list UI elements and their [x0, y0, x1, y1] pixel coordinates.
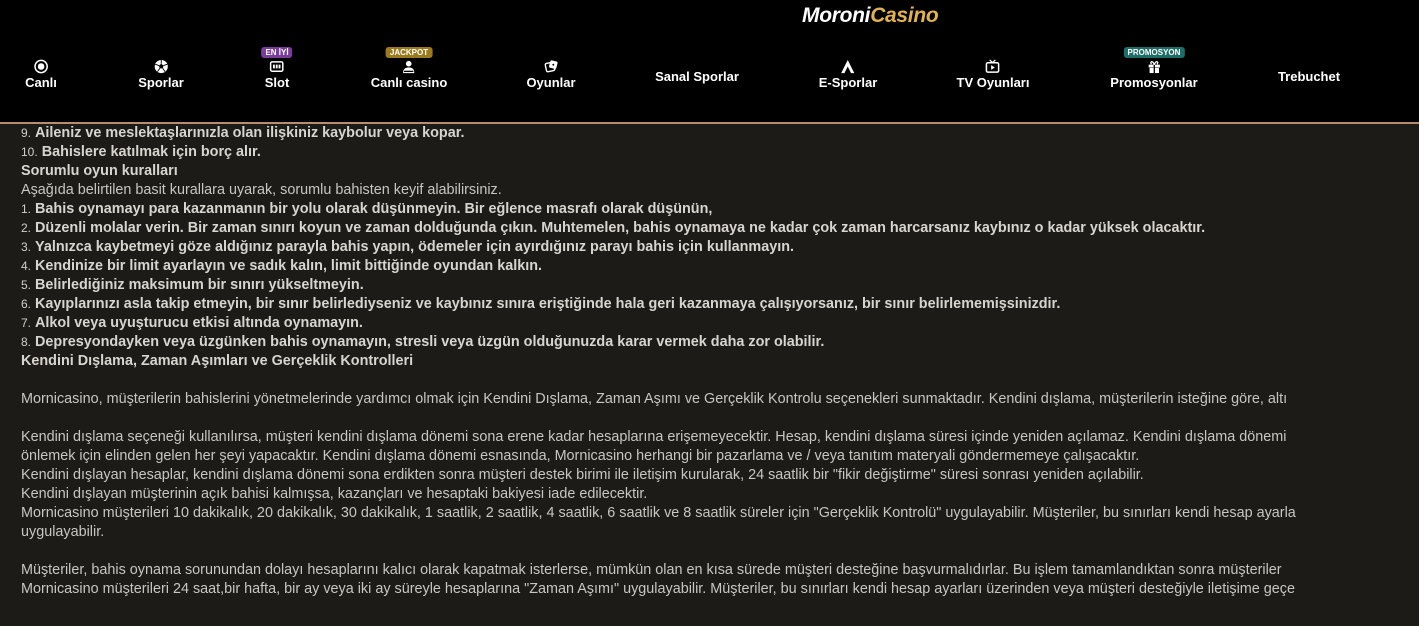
- paragraph-line: Kendini dışlayan müşterinin açık bahisi kalmışsa, kazançları ve hesaptaki bakiyesi iade edilecektir.: [21, 486, 648, 502]
- list-number: 8.: [21, 335, 32, 349]
- slot-machine-icon: [269, 59, 285, 74]
- list-text: Depresyondayken veya üzgünken bahis oynamayın, stresli veya üzgün olduğunuzda karar vermek daha zor olabilir.: [35, 334, 825, 350]
- nav-item-tv-oyunlari[interactable]: [957, 44, 1030, 104]
- list-number: 3.: [21, 240, 32, 254]
- tv-icon: [985, 59, 1001, 74]
- list-item: [21, 333, 1419, 352]
- list-text: Yalnızca kaybetmeyi göze aldığınız parayla bahis yapın, ödemeler için ayırdığınız parayı bahis için kullanmayın.: [35, 239, 794, 255]
- top-header: [0, 0, 1419, 124]
- list-text: Kendinize bir limit ayarlayın ve sadık kalın, limit bittiğinde oyundan kalkın.: [35, 258, 543, 274]
- nav-item-slot[interactable]: [265, 44, 290, 104]
- list-item: [21, 200, 1419, 219]
- paragraph-line: uygulayabilir.: [21, 524, 105, 540]
- soccer-ball-icon: [153, 59, 169, 74]
- paragraph-line: Kendini dışlayan hesaplar, kendini dışlama dönemi sona erdikten sonra müşteri destek birimi ile iletişim kurularak, 24 saatlik bir "fikir değiştirme" süresi sonrası yeniden açılabilir.: [21, 467, 1144, 483]
- nav-label: Promosyonlar: [1110, 75, 1198, 90]
- list-text: Bahislere katılmak için borç alır.: [41, 144, 261, 160]
- list-item: [21, 219, 1419, 238]
- list-item: [21, 314, 1419, 333]
- list-item: [21, 124, 1419, 143]
- main-nav: [0, 44, 1419, 114]
- list-item: [21, 295, 1419, 314]
- nav-label: E-Sporlar: [818, 75, 878, 90]
- list-text: Alkol veya uyuşturucu etkisi altında oynamayın.: [35, 315, 363, 331]
- list-text: Aileniz ve meslektaşlarınızla olan ilişkiniz kaybolur veya kopar.: [35, 125, 465, 141]
- dice-icon: [543, 59, 559, 74]
- gift-icon: [1146, 59, 1162, 74]
- nav-label: Sanal Sporlar: [655, 69, 739, 84]
- heading-responsible-rules: Sorumlu oyun kuralları: [21, 163, 178, 179]
- nav-item-promosyonlar[interactable]: [1110, 44, 1197, 104]
- spacer: [21, 409, 1419, 428]
- list-number: 2.: [21, 221, 32, 235]
- logo-text-moroni: Moroni: [802, 4, 871, 27]
- nav-item-oyunlar[interactable]: [526, 44, 575, 104]
- nav-item-trebuchet[interactable]: [1278, 44, 1340, 104]
- logo-text-casino: Casino: [870, 4, 939, 27]
- list-item: [21, 257, 1419, 276]
- nav-label: Sporlar: [138, 75, 184, 90]
- nav-label: Trebuchet: [1277, 69, 1341, 84]
- nav-item-sporlar[interactable]: [138, 44, 184, 104]
- paragraph-line: Mornicasino, müşterilerin bahislerini yönetmelerinde yardımcı olmak için Kendini Dışlama, Zaman Aşımı ve Gerçeklik Kontrolu seçenekleri sunmaktadır. Kendini dışlama, müşterilerin isteğine göre, altı: [21, 391, 1288, 407]
- dealer-icon: [401, 59, 417, 74]
- paragraph-line: Kendini dışlama seçeneği kullanılırsa, müşteri kendini dışlama dönemi sona erene kadar hesaplarına erişemeyecektir. Hesap, kendini dışlama süresi içinde yeniden açılamaz. Kendini dışlama dönemi: [21, 429, 1287, 445]
- nav-item-e-sporlar[interactable]: [819, 44, 878, 104]
- paragraph-line: Mornicasino müşterileri 10 dakikalık, 20 dakikalık, 30 dakikalık, 1 saatlik, 2 saatlik, 4 saatlik, 6 saatlik ve 8 saatlik süreler için "Gerçeklik Kontrolü" uygulayabilir. Müşteriler, bu sınırları kendi hesap ayarla: [21, 505, 1296, 521]
- responsible-gaming-content: [21, 124, 1419, 599]
- nav-item-canli[interactable]: [25, 44, 57, 104]
- list-number: 7.: [21, 316, 32, 330]
- list-number: 10.: [21, 145, 38, 159]
- rules-intro: Aşağıda belirtilen basit kurallara uyarak, sorumlu bahisten keyif alabilirsiniz.: [21, 182, 502, 198]
- esports-icon: [840, 59, 856, 74]
- badge-jackpot: JACKPOT: [386, 47, 432, 58]
- spacer: [21, 542, 1419, 561]
- nav-label: Canlı casino: [370, 75, 448, 90]
- heading-self-exclusion: Kendini Dışlama, Zaman Aşımları ve Gerçeklik Kontrolleri: [21, 353, 414, 369]
- nav-label: Oyunlar: [526, 75, 576, 90]
- list-item: [21, 143, 1419, 162]
- nav-item-canli-casino[interactable]: [371, 44, 448, 104]
- list-text: Bahis oynamayı para kazanmanın bir yolu olarak düşünmeyin. Bir eğlence masrafı olarak düşünün,: [35, 201, 713, 217]
- nav-label: Slot: [264, 75, 290, 90]
- list-number: 4.: [21, 259, 32, 273]
- paragraph-line: Mornicasino müşterileri 24 saat,bir hafta, bir ay veya iki ay süreyle hesaplarına "Zaman Aşımı" uygulayabilir. Müşteriler, bu sınırları kendi hesap ayarları üzerinden veya müşteri desteğiyle iletişime geçe: [21, 581, 1295, 597]
- nav-label: TV Oyunları: [956, 75, 1030, 90]
- badge-best: EN İYİ: [261, 47, 292, 58]
- live-record-icon: [33, 59, 49, 74]
- nav-label: Canlı: [25, 75, 57, 90]
- paragraph-line: Müşteriler, bahis oynama sorunundan dolayı hesaplarını kalıcı olarak kapatmak isterlerse, mümkün olan en kısa sürede müşteri desteğine başvurmalıdırlar. Bu işlem tamamlandıktan sonra müşteriler: [21, 562, 1282, 578]
- spacer: [21, 371, 1419, 390]
- list-number: 6.: [21, 297, 32, 311]
- list-text: Belirlediğiniz maksimum bir sınırı yükseltmeyin.: [35, 277, 364, 293]
- list-item: [21, 276, 1419, 295]
- paragraph-line: önlemek için elinden gelen her şeyi yapacaktır. Kendini dışlama dönemi esnasında, Mornicasino herhangi bir pazarlama ve / veya tanıtım materyali göndermemeye çalışacaktır.: [21, 448, 1140, 464]
- badge-promotion: PROMOSYON: [1124, 47, 1185, 58]
- list-text: Düzenli molalar verin. Bir zaman sınırı koyun ve zaman dolduğunda çıkın. Muhtemelen, bahis oynamaya ne kadar çok zaman harcarsanız kaybınız o kadar yüksek olacaktır.: [35, 220, 1206, 236]
- list-number: 5.: [21, 278, 32, 292]
- list-text: Kayıplarınızı asla takip etmeyin, bir sınır belirlediyseniz ve kaybınız sınıra eriştiğinde hala geri kazanmaya çalışıyorsanız, bir sınır belirlememişsinizdir.: [35, 296, 1061, 312]
- site-logo[interactable]: [802, 4, 938, 28]
- list-item: [21, 238, 1419, 257]
- list-number: 9.: [21, 126, 32, 140]
- list-number: 1.: [21, 202, 32, 216]
- nav-item-sanal-sporlar[interactable]: [655, 44, 739, 104]
